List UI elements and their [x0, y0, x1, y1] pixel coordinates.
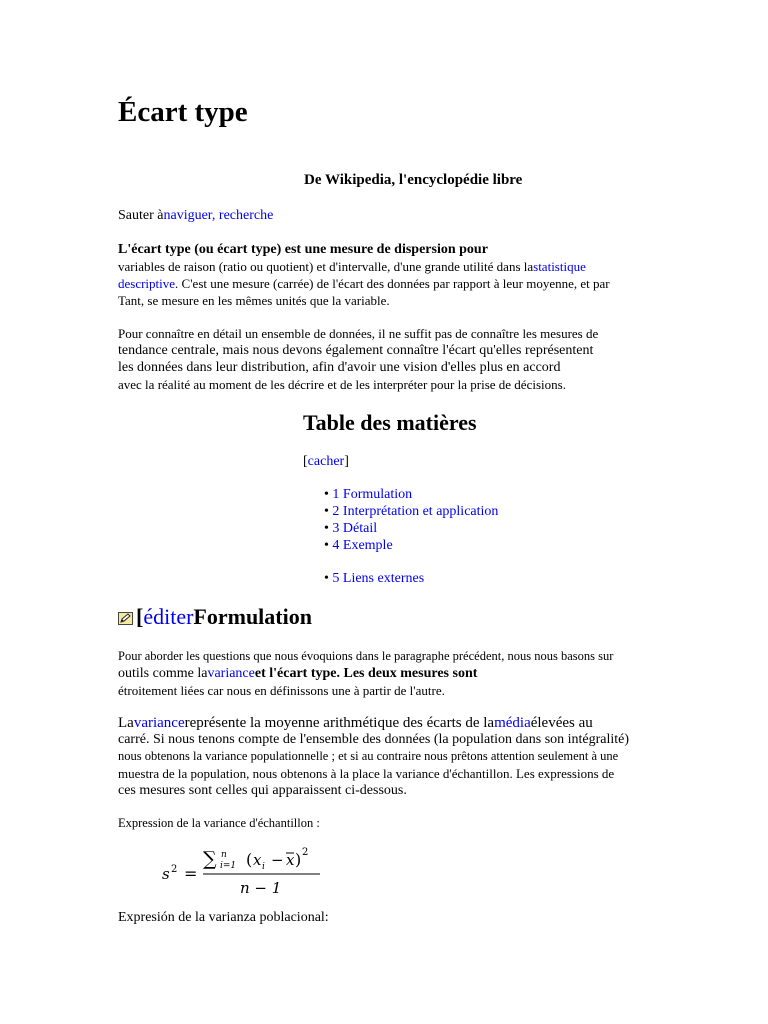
sample-variance-formula: [160, 846, 360, 902]
para2-line-3: les données dans leur distribution, afin d'avoir une vision d'elles plus en accord: [118, 360, 561, 375]
formula-xbar: x: [286, 851, 295, 869]
skip-separator: ,: [211, 208, 219, 223]
population-variance-caption: Expresión de la varianza poblacional:: [118, 910, 329, 925]
variance-link[interactable]: variance: [207, 666, 255, 681]
toc-bullet: •: [324, 538, 329, 553]
para2-line-1: Pour connaître en détail un ensemble de données, il ne suffit pas de connaître les mesures de: [118, 326, 599, 341]
toc-hide-link[interactable]: cacher: [307, 454, 345, 469]
page-title: Écart type: [118, 96, 248, 128]
formula-lhs-exp: 2: [171, 864, 178, 875]
toc-title: Table des matières: [303, 410, 477, 435]
toc-bullet: •: [324, 487, 329, 502]
formula-sum-lower: i=1: [220, 861, 237, 871]
section-bracket: [: [136, 604, 144, 629]
toc-hide-open-bracket: [: [303, 454, 308, 469]
toc-link[interactable]: 4 Exemple: [332, 538, 393, 553]
formula-denominator: n − 1: [240, 879, 282, 897]
para4-line-1: [118, 715, 593, 732]
para2-line-4: avec la réalité au moment de les décrire et de les interpréter pour la prise de décisions.: [118, 377, 566, 392]
formula-graphic: [160, 846, 360, 898]
section-heading-text: Formulation: [193, 604, 312, 629]
para4-line-1-text: La: [118, 715, 134, 731]
formula-x-sub: i: [262, 862, 265, 872]
skip-prefix: Sauter à: [118, 208, 164, 223]
para3-line-2-text: outils comme la: [118, 666, 208, 681]
para4-line-1-post: élevées au: [530, 715, 593, 731]
toc-item-formulation[interactable]: [324, 487, 412, 503]
edit-pencil-icon[interactable]: [118, 612, 133, 625]
toc-bullet: •: [324, 571, 329, 586]
formula-caption: Expression de la variance d'échantillon :: [118, 816, 320, 830]
toc-bullet: •: [324, 521, 329, 536]
toc-link[interactable]: 2 Interprétation et application: [332, 504, 499, 519]
formula-sum: ∑: [203, 848, 217, 870]
descriptive-link[interactable]: descriptive: [118, 276, 176, 291]
statistics-link[interactable]: statistique: [533, 259, 586, 274]
toc-item-example[interactable]: [324, 538, 393, 554]
toc-link[interactable]: 1 Formulation: [332, 487, 413, 502]
formula-close-paren: ): [295, 850, 302, 869]
para3-line-2: [118, 666, 477, 682]
formula-sum-upper: n: [221, 850, 227, 860]
toc-item-detail[interactable]: [324, 521, 377, 537]
intro-bold-lead: L'écart type (ou écart type) est une mesure de dispersion pour: [118, 242, 488, 257]
toc-item-interpretation[interactable]: [324, 504, 498, 520]
intro-line-3-text: . C'est une mesure (carrée) de l'écart des données par rapport à leur moyenne, et par: [175, 276, 610, 291]
toc-hide-toggle: [303, 454, 349, 470]
intro-line-2-text: variables de raison (ratio ou quotient) et d'intervalle, d'une grande utilité dans la: [118, 259, 534, 274]
para4-line-1-mid: représente la moyenne arithmétique des écarts de la: [184, 715, 495, 731]
toc-link[interactable]: 3 Détail: [332, 521, 378, 536]
media-link[interactable]: média: [494, 715, 531, 731]
para2-line-2: tendance centrale, mais nous devons également connaître l'écart qu'elles représentent: [118, 343, 594, 358]
search-link[interactable]: recherche: [218, 208, 274, 223]
formula-equals: =: [184, 864, 198, 883]
skip-links: [118, 208, 273, 224]
toc-item-external-links[interactable]: [324, 571, 424, 587]
para4-line-4: muestra de la population, nous obtenons à la place la variance d'échantillon. Les expressions de: [118, 766, 615, 781]
para3-line-1: Pour aborder les questions que nous évoquions dans le paragraphe précédent, nous nous basons sur: [118, 649, 614, 663]
formula-lhs: s: [162, 865, 170, 883]
formula-exp: 2: [302, 847, 309, 858]
para3-line-3: étroitement liées car nous en définissons une à partir de l'autre.: [118, 683, 445, 698]
intro-line-3: [118, 276, 610, 292]
toc-hide-close-bracket: ]: [344, 454, 349, 469]
page-subtitle: De Wikipedia, l'encyclopédie libre: [304, 172, 523, 188]
section-edit-link[interactable]: éditer: [143, 604, 194, 629]
toc-bullet: •: [324, 504, 329, 519]
intro-line-4: Tant, se mesure en les mêmes unités que la variable.: [118, 293, 390, 308]
navigate-link[interactable]: naviguer: [163, 208, 212, 223]
formula-minus: −: [271, 851, 284, 869]
para4-line-2: carré. Si nous tenons compte de l'ensemble des données (la population dans son intégralité): [118, 732, 630, 747]
para4-line-5: ces mesures sont celles qui apparaissent ci-dessous.: [118, 783, 407, 798]
intro-line-2: [118, 259, 586, 275]
formula-open-paren: (: [246, 850, 253, 869]
section-heading: [118, 604, 312, 630]
formula-x: x: [253, 851, 262, 869]
para4-line-3: nous obtenons la variance populationnelle ; et si au contraire nous prêtons attention seulement à une: [118, 749, 619, 763]
variance-link-2[interactable]: variance: [133, 715, 185, 731]
para3-line-2-bold: et l'écart type. Les deux mesures sont: [254, 666, 478, 681]
toc-link[interactable]: 5 Liens externes: [332, 571, 425, 586]
